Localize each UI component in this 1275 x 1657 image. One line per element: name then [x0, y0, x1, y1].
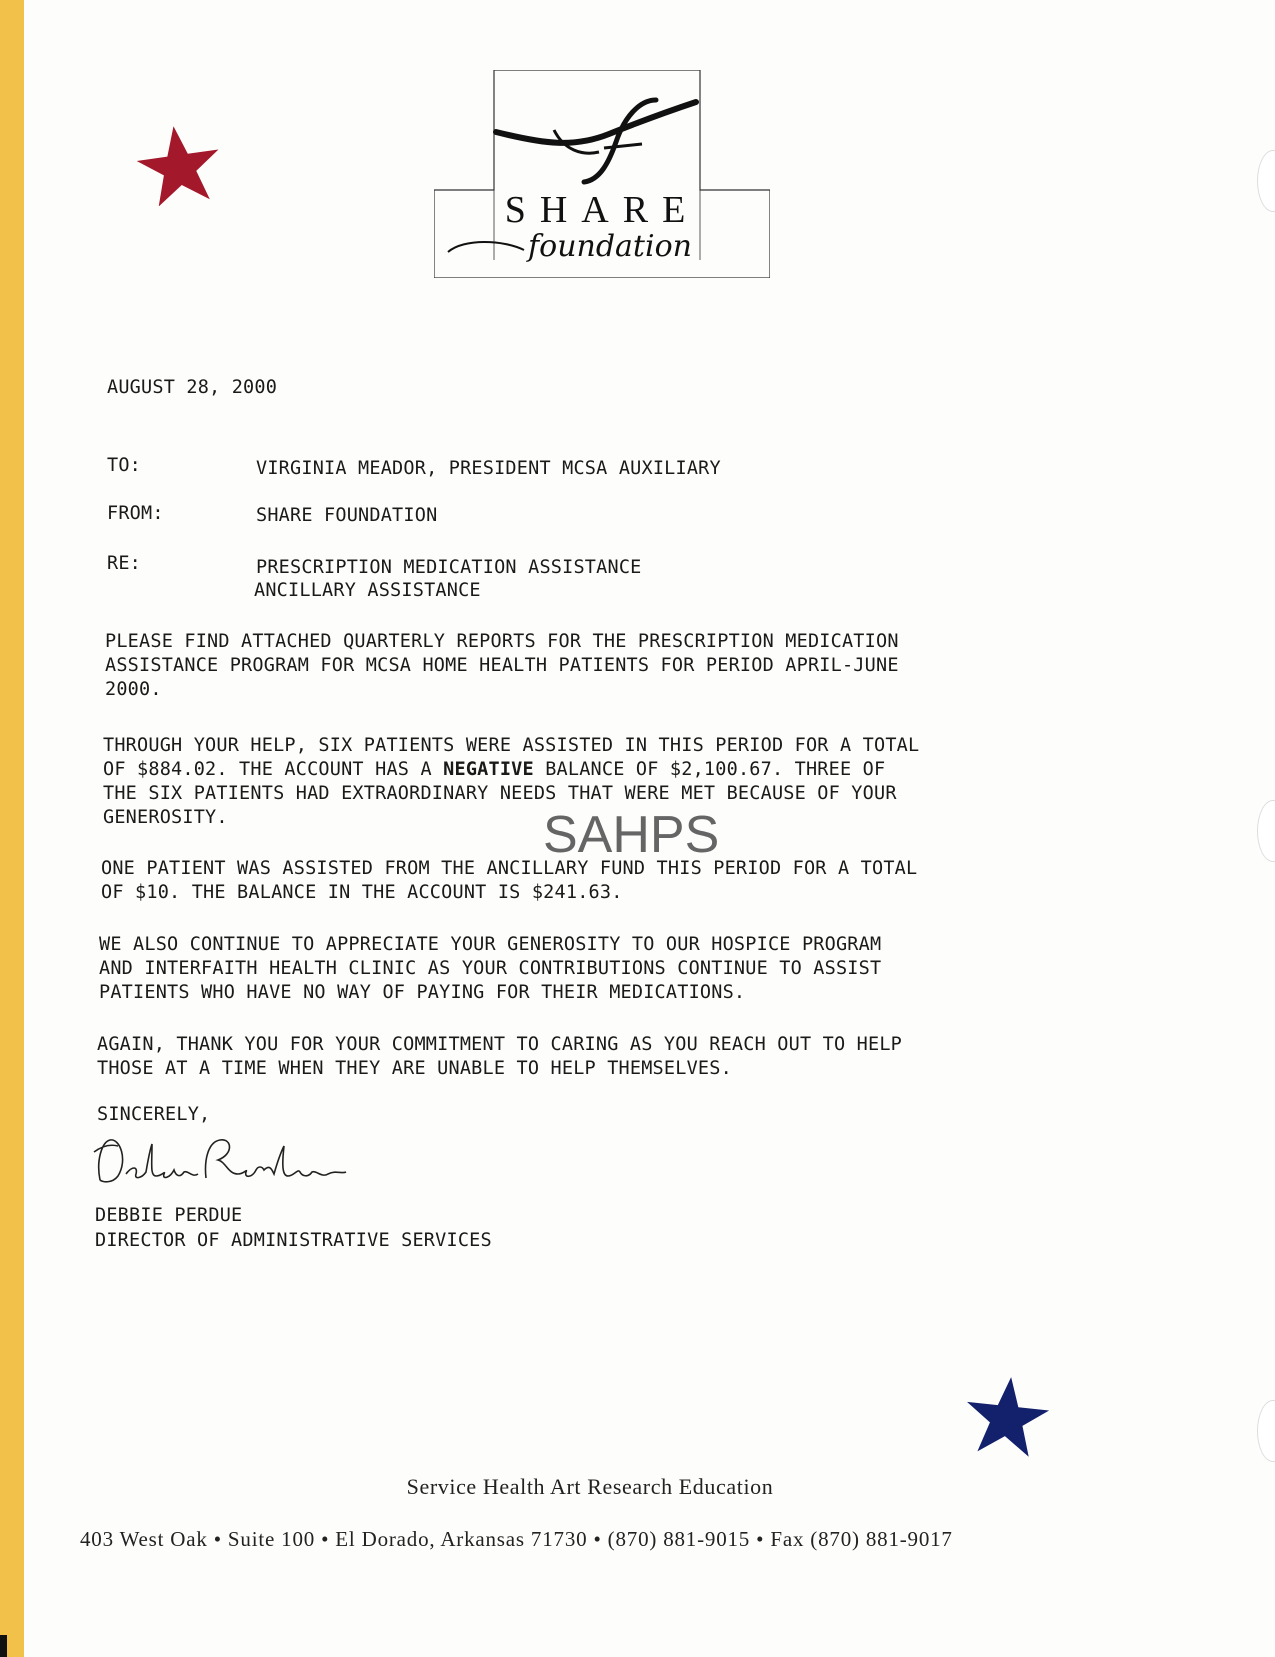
paragraph-line: THOSE AT A TIME WHEN THEY ARE UNABLE TO HELP THEMSELVES. — [97, 1058, 732, 1079]
edge-notch-top — [1257, 150, 1275, 212]
from-value: SHARE FOUNDATION — [256, 505, 438, 526]
paragraph-line: OF $10. THE BALANCE IN THE ACCOUNT IS $241.63. — [101, 882, 623, 903]
corner-mark — [0, 1635, 7, 1657]
balance-text-end: BALANCE OF $2,100.67. THREE OF — [533, 759, 886, 780]
paragraph-thanks — [97, 1033, 1057, 1081]
paragraph-line: AND INTERFAITH HEALTH CLINIC AS YOUR CONTRIBUTIONS CONTINUE TO ASSIST — [99, 958, 882, 979]
from-label: FROM: — [107, 503, 164, 524]
to-value: VIRGINIA MEADOR, PRESIDENT MCSA AUXILIARY — [256, 458, 721, 479]
paragraph-ancillary-fund — [101, 857, 1061, 905]
negative-emphasis: NEGATIVE — [443, 759, 534, 780]
paragraph-line: ASSISTANCE PROGRAM FOR MCSA HOME HEALTH PATIENTS FOR PERIOD APRIL-JUNE — [105, 655, 899, 676]
paragraph-report — [105, 630, 1065, 702]
paragraph-line: AGAIN, THANK YOU FOR YOUR COMMITMENT TO CARING AS YOU REACH OUT TO HELP — [97, 1034, 902, 1055]
paragraph-line: PLEASE FIND ATTACHED QUARTERLY REPORTS FOR THE PRESCRIPTION MEDICATION — [105, 631, 899, 652]
footer-tagline: Service Health Art Research Education — [406, 1474, 774, 1499]
sahps-watermark: SAHPS — [543, 806, 720, 864]
salutation: SINCERELY, — [97, 1104, 211, 1125]
edge-notch-middle — [1257, 800, 1275, 862]
binding-strip — [0, 0, 24, 1657]
script-s-swoosh-icon — [496, 100, 696, 182]
signer-name: DEBBIE PERDUE — [95, 1205, 243, 1226]
logo-subname: foundation — [528, 229, 692, 264]
share-foundation-logo — [434, 70, 770, 278]
paragraph-line — [103, 758, 1063, 782]
paragraph-line: THE SIX PATIENTS HAD EXTRAORDINARY NEEDS THAT WERE MET BECAUSE OF YOUR — [103, 783, 897, 804]
edge-notch-bottom — [1257, 1400, 1275, 1462]
paragraph-line: THROUGH YOUR HELP, SIX PATIENTS WERE ASSISTED IN THIS PERIOD FOR A TOTAL — [103, 735, 920, 756]
letter-date: AUGUST 28, 2000 — [107, 377, 278, 398]
paragraph-appreciation — [99, 933, 1059, 1005]
paragraph-line: GENEROSITY. — [103, 807, 228, 828]
blue-star-icon — [964, 1375, 1050, 1457]
paragraph-line: ONE PATIENT WAS ASSISTED FROM THE ANCILLARY FUND THIS PERIOD FOR A TOTAL — [101, 858, 918, 879]
re-label: RE: — [107, 553, 142, 574]
logo-name: SHARE — [504, 189, 700, 231]
paragraph-line: PATIENTS WHO HAVE NO WAY OF PAYING FOR THEIR MEDICATIONS. — [99, 982, 746, 1003]
red-star-icon — [136, 124, 222, 206]
balance-text-start: OF $884.02. THE ACCOUNT HAS A — [103, 759, 444, 780]
re-line-1: PRESCRIPTION MEDICATION ASSISTANCE — [256, 557, 642, 578]
handwritten-signature — [88, 1130, 348, 1195]
paragraph-line: WE ALSO CONTINUE TO APPRECIATE YOUR GENEROSITY TO OUR HOSPICE PROGRAM — [99, 934, 882, 955]
signer-title: DIRECTOR OF ADMINISTRATIVE SERVICES — [95, 1230, 492, 1251]
footer-address: 403 West Oak • Suite 100 • El Dorado, Arkansas 71730 • (870) 881-9015 • Fax (870) 881-9017 — [80, 1527, 953, 1551]
paragraph-line: 2000. — [105, 679, 162, 700]
re-line-2: ANCILLARY ASSISTANCE — [254, 580, 481, 601]
to-label: TO: — [107, 455, 142, 476]
